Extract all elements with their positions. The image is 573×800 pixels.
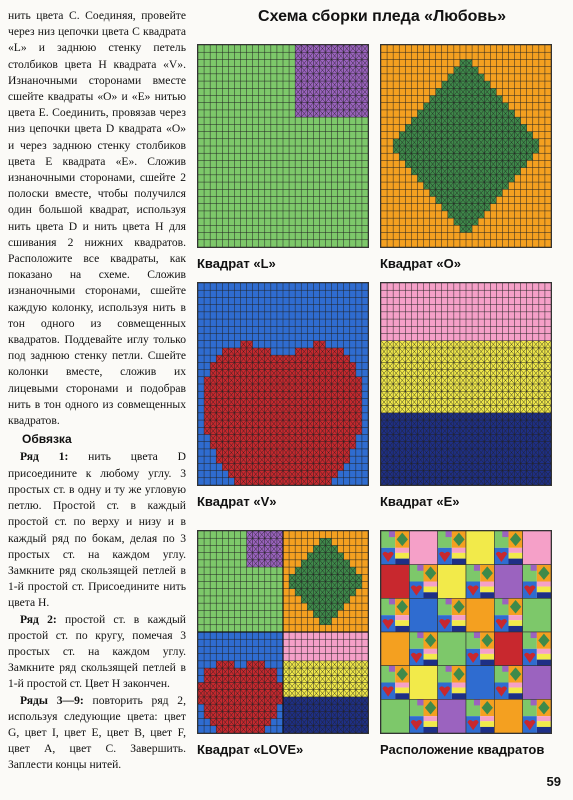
square-v-chart [197,282,369,486]
layout-block [438,666,466,700]
layout-block [494,531,522,565]
layout-block [381,699,409,733]
row-1-instruction [8,449,186,611]
layout-block [494,565,522,599]
layout-block [523,598,551,632]
diagram-title: Схема сборки пледа «Любовь» [258,8,506,25]
love-quadrant-v [198,632,283,733]
layout-block [438,531,466,565]
caption-layout: Расположение квадратов [380,742,545,757]
layout-block [523,531,551,565]
layout-block [523,565,551,599]
layout-block [466,598,494,632]
pattern-grid-l [198,45,368,247]
layout-block [466,531,494,565]
pattern-grid-e [381,283,551,485]
layout-block [409,598,437,632]
layout-block [381,531,409,565]
rows-3-9-instruction [8,693,186,774]
caption-square-l: Квадрат «L» [197,256,276,271]
instruction-text [8,8,186,774]
section-subheading: Обвязка [22,432,72,447]
layout-block [494,598,522,632]
layout-block [523,632,551,666]
pattern-grid-v [198,283,368,485]
square-l-chart [197,44,369,248]
layout-block [494,666,522,700]
layout-block [409,531,437,565]
caption-square-love: Квадрат «LOVE» [197,742,304,757]
layout-block [466,632,494,666]
row-2-text: простой ст. в каждый простой ст. по кругу, помечая 3 простых ст. на каждом углу. Замкните ряд скользящей петлей в 1-й простой ст. Цвет Н закончен. [8,612,186,691]
layout-block [494,632,522,666]
love-quadrant-o [283,531,368,632]
caption-square-e: Квадрат «Е» [380,494,460,509]
layout-block [466,666,494,700]
square-o-chart [380,44,552,248]
body-paragraph: нить цвета С. Соединяя, провейте через низ цепочки цвета С квадрата «L» и заднюю стенку петель столбиков цвета Н квадрата «V». Изнаночными сторонами вместе сшейте квадраты «О» и «Е» нитью цвета Е. Соединить, провязав через низ цепочки цвета D квадрата «О» и через заднюю стенку столбиков цвета Е квадрата «Е». Сложив изнаночными сторонами, сшейте 2 полоски вместе, чтобы получился один большой квадрат, используя нить цвета D и нить цвета Н для сшивания 2 нижних квадратов. Расположите все квадраты, как показано на схеме. Сложив изнаночными сторонами, сшейте каждую колонку, используя нить в тон одного из совмещенных квадратов. Поддевайте иглу только под заднюю стенку петли. Сшейте колонки вместе, сложив их лицевыми сторонами и подобрав нить в тон одного из совмещенных квадратов. [8,9,186,428]
rows-3-9-text: повторить ряд 2, используя следующие цвета: цвет G, цвет I, цвет E, цвет В, цвет F, цвет A, цвет С. Завершить. Заплести концы нитей. [8,693,187,772]
row-2-instruction [8,612,186,693]
layout-block [381,666,409,700]
layout-block [438,565,466,599]
layout-block [466,699,494,733]
row-1-text: нить цвета D присоедините к любому углу. 3 простых ст. в одну и ту же угловую петлю. Простой ст. в каждый простой ст. по верху и низу и в каждый ряд по бокам, делая по 3 простых ст. на каждом углу. Замкните ряд скользящей петлей в 1-й простой ст. Присоедините нить цвета Н. [8,450,186,610]
layout-block [494,699,522,733]
layout-block [438,598,466,632]
pattern-grid-o [381,45,551,247]
layout-block [409,699,437,733]
layout-block [523,699,551,733]
caption-square-o: Квадрат «О» [380,256,461,271]
square-e-chart [380,282,552,486]
square-layout-chart [380,530,552,734]
layout-block [523,666,551,700]
layout-block [466,565,494,599]
row-2-label: Ряд 2: [20,612,57,626]
love-quadrant-e [283,632,368,733]
love-quadrant-l [198,531,283,632]
caption-square-v: Квадрат «V» [197,494,277,509]
layout-block [409,666,437,700]
row-1-label: Ряд 1: [20,450,69,464]
square-love-chart [197,530,369,734]
layout-block [381,565,409,599]
layout-block [381,632,409,666]
layout-block [438,632,466,666]
rows-3-9-label: Ряды 3—9: [20,693,84,707]
layout-block [438,699,466,733]
layout-block [409,565,437,599]
layout-block [409,632,437,666]
layout-block [381,598,409,632]
page-number: 59 [546,774,561,789]
